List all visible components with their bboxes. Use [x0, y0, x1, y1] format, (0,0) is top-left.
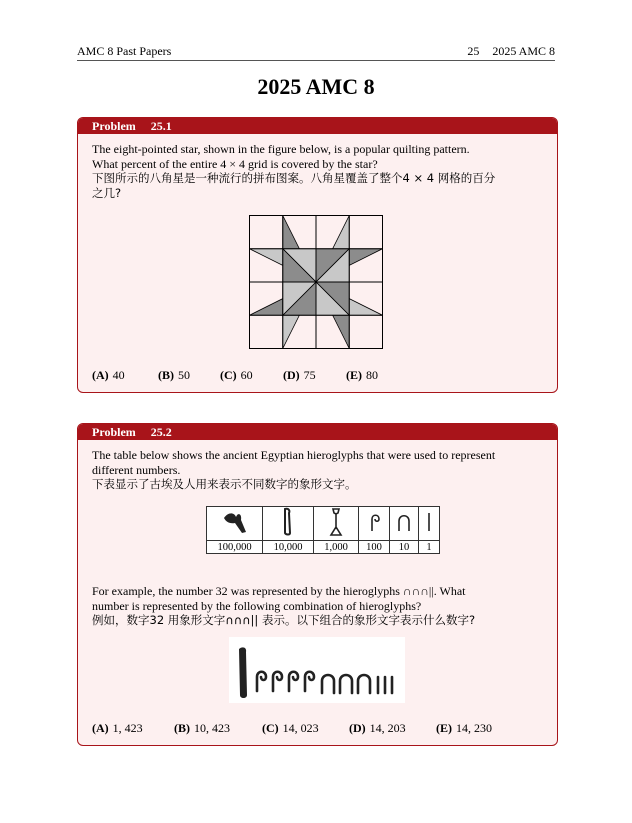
problem-text-en: What percent of the entire 4 × 4 grid is covered by the star? — [92, 156, 378, 171]
coil-hieroglyph-icon — [359, 507, 390, 541]
table-cell: 100,000 — [207, 541, 263, 554]
table-cell: 100 — [359, 541, 390, 554]
header-right — [457, 44, 555, 59]
table-cell: 1,000 — [314, 541, 359, 554]
grid-lines — [250, 216, 383, 349]
problem-title-bar — [78, 424, 557, 440]
lotus-plant-hieroglyph-icon — [314, 507, 359, 541]
problem-text-en: For example, the number 32 was represented by the hieroglyphs ∩∩∩||. What — [92, 584, 466, 598]
problem-body — [78, 134, 557, 200]
running-header — [77, 44, 555, 58]
header-left: AMC 8 Past Papers — [77, 44, 172, 58]
problem-body-continued — [78, 580, 557, 628]
problem-text-en: different numbers. — [92, 462, 181, 477]
page-title: 2025 AMC 8 — [257, 74, 375, 99]
choice-e[interactable]: (E) 14, 230 — [436, 721, 492, 735]
stroke-hieroglyph-icon — [419, 507, 440, 541]
problem-text-zh: 下图所示的八角星是一种流行的拼布图案。八角星覆盖了整个4 × 4 网格的百分 — [92, 171, 496, 185]
choice-c[interactable]: (C) 14, 023 — [262, 721, 319, 735]
page-number: 25 — [467, 44, 480, 58]
problem-text-en: number is represented by the following combination of hieroglyphs? — [92, 598, 422, 613]
problem-label: Problem — [92, 425, 136, 439]
table-cell: 10 — [390, 541, 419, 554]
problem-text-en: The eight-pointed star, shown in the figure below, is a popular quilting pattern. — [92, 142, 470, 156]
star-grid-svg — [249, 215, 385, 351]
finger-hieroglyph-icon — [263, 507, 314, 541]
choice-b[interactable]: (B) 50 — [158, 368, 190, 382]
problem-label: Problem — [92, 119, 136, 133]
choice-c[interactable]: (C) 60 — [220, 368, 253, 382]
problem-text-en: The table below shows the ancient Egyptian hieroglyphs that were used to represent — [92, 448, 496, 462]
header-rule — [77, 60, 555, 61]
problem-title-bar — [78, 118, 557, 134]
choice-a[interactable]: (A) 40 — [92, 368, 125, 382]
problem-text-zh: 之几? — [92, 185, 122, 200]
problem-text-zh: 例如，数字32 用象形文字∩∩∩|| 表示。以下组合的象形文字表示什么数字? — [92, 613, 476, 627]
hieroglyph-table — [206, 506, 440, 554]
choice-a[interactable]: (A) 1, 423 — [92, 721, 143, 735]
problem-box-25-2 — [77, 423, 558, 746]
choice-d[interactable]: (D) 75 — [283, 368, 316, 382]
table-cell: 10,000 — [263, 541, 314, 554]
hieroglyph-combination-image — [229, 637, 405, 703]
choice-b[interactable]: (B) 10, 423 — [174, 721, 230, 735]
problem-body — [78, 440, 557, 492]
problem-text-zh: 下表显示了古埃及人用来表示不同数字的象形文字。 — [92, 477, 357, 491]
table-cell: 1 — [419, 541, 440, 554]
header-right-title: 2025 AMC 8 — [492, 44, 555, 58]
lotus-hieroglyph-icon — [207, 507, 263, 541]
problem-number: 25.2 — [150, 425, 172, 439]
choice-d[interactable]: (D) 14, 203 — [349, 721, 406, 735]
problem-box-25-1 — [77, 117, 558, 393]
heel-hieroglyph-icon — [390, 507, 419, 541]
star-figure — [249, 215, 385, 356]
choice-e[interactable]: (E) 80 — [346, 368, 378, 382]
problem-number: 25.1 — [150, 119, 172, 133]
